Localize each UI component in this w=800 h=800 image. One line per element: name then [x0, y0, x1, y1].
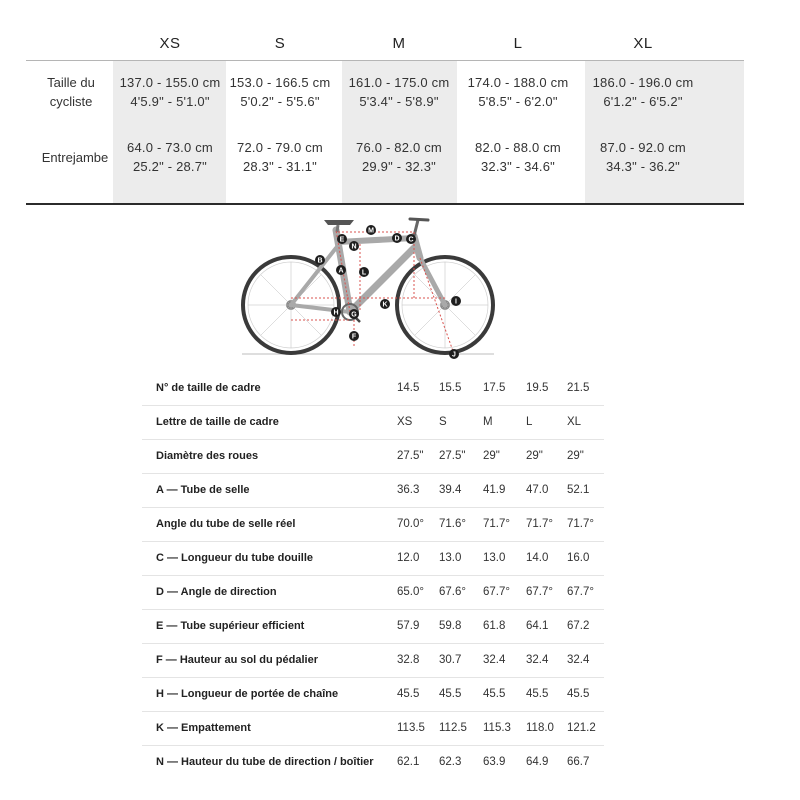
geometry-value-xs: 27.5" [397, 450, 424, 462]
geometry-row-label: Lettre de taille de cadre [156, 416, 279, 428]
geometry-value-xs: 14.5 [397, 382, 420, 394]
badge-k [380, 299, 390, 309]
geometry-row [142, 746, 604, 779]
badge-d [392, 233, 402, 243]
svg-text:E: E [339, 236, 345, 244]
geometry-row [142, 712, 604, 746]
badge-m [366, 225, 376, 235]
geometry-row [142, 508, 604, 542]
badge-h [331, 307, 341, 317]
inseam-l: 82.0 - 88.0 cm 32.3" - 34.6" [475, 140, 561, 174]
geometry-value-m: 32.4 [483, 654, 506, 666]
geometry-value-xl: 52.1 [567, 484, 590, 496]
geometry-value-m: 45.5 [483, 688, 506, 700]
geometry-row [142, 678, 604, 712]
geometry-value-xl: XL [567, 416, 582, 428]
geometry-value-l: 14.0 [526, 552, 549, 564]
bike-geometry-diagram [238, 208, 500, 364]
inseam-xs: 64.0 - 73.0 cm 25.2" - 28.7" [127, 140, 213, 174]
badge-n [349, 241, 359, 251]
geometry-value-l: 32.4 [526, 654, 549, 666]
svg-text:M: M [368, 227, 374, 235]
geometry-row-label: Diamètre des roues [156, 450, 259, 462]
svg-text:J: J [452, 351, 456, 359]
size-header-m: M [392, 35, 406, 52]
rider-height-m: 161.0 - 175.0 cm 5'3.4" - 5'8.9" [348, 75, 450, 109]
geometry-row [142, 542, 604, 576]
geometry-value-s: 59.8 [439, 620, 462, 632]
geometry-value-s: 13.0 [439, 552, 462, 564]
geometry-value-xl: 32.4 [567, 654, 590, 666]
geometry-row [142, 644, 604, 678]
svg-text:D: D [394, 235, 400, 243]
geometry-value-xs: 62.1 [397, 756, 420, 768]
geometry-row-label: N — Hauteur du tube de direction / boîtier [156, 756, 374, 768]
geometry-value-s: 71.6° [439, 518, 466, 530]
geometry-value-m: M [483, 416, 493, 428]
badge-g [349, 309, 359, 319]
geometry-value-xs: 70.0° [397, 518, 424, 530]
svg-text:N: N [351, 243, 357, 251]
size-header-s: S [274, 35, 286, 52]
table-bottom-rule [26, 203, 744, 205]
geometry-value-s: 15.5 [439, 382, 462, 394]
inseam-m: 76.0 - 82.0 cm 29.9" - 32.3" [356, 140, 442, 174]
rider-height-xs: 137.0 - 155.0 cm 4'5.9" - 5'1.0" [119, 75, 221, 109]
badge-e [337, 234, 347, 244]
geometry-value-m: 13.0 [483, 552, 506, 564]
geometry-row-label: Angle du tube de selle réel [156, 518, 296, 530]
geometry-value-l: 29" [526, 450, 543, 462]
geometry-table [142, 372, 604, 779]
geometry-row [142, 576, 604, 610]
geometry-value-xs: 32.8 [397, 654, 420, 666]
handlebar [410, 219, 428, 220]
geometry-value-m: 63.9 [483, 756, 506, 768]
geometry-value-s: 30.7 [439, 654, 462, 666]
svg-text:G: G [351, 311, 357, 319]
geometry-value-xl: 66.7 [567, 756, 590, 768]
svg-text:K: K [382, 301, 388, 309]
geometry-row [142, 440, 604, 474]
badge-c [406, 234, 416, 244]
geometry-value-l: L [526, 416, 533, 428]
geometry-value-xl: 71.7° [567, 518, 594, 530]
size-header-row [0, 0, 800, 60]
badge-b [315, 255, 325, 265]
svg-text:B: B [317, 257, 323, 265]
saddle [324, 220, 354, 225]
geometry-row-label: C — Longueur du tube douille [156, 552, 314, 564]
geometry-value-xl: 21.5 [567, 382, 590, 394]
size-header-l: L [513, 35, 523, 52]
row-label-rider-height: Taille du cycliste [47, 75, 95, 109]
geometry-value-xs: 65.0° [397, 586, 424, 598]
geometry-value-m: 41.9 [483, 484, 506, 496]
geometry-value-xs: 12.0 [397, 552, 420, 564]
svg-text:I: I [455, 298, 457, 306]
geometry-row [142, 610, 604, 644]
rider-height-s: 153.0 - 166.5 cm 5'0.2" - 5'5.6" [229, 75, 331, 109]
geometry-value-l: 67.7° [526, 586, 553, 598]
svg-text:L: L [361, 269, 367, 277]
geometry-row-label: E — Tube supérieur efficient [156, 620, 305, 632]
geometry-value-l: 45.5 [526, 688, 549, 700]
geometry-value-xs: 57.9 [397, 620, 420, 632]
geometry-value-m: 29" [483, 450, 500, 462]
geometry-value-m: 115.3 [483, 722, 511, 734]
geometry-value-xl: 29" [567, 450, 584, 462]
geometry-value-m: 71.7° [483, 518, 510, 530]
svg-text:F: F [351, 333, 357, 341]
badge-j [449, 349, 459, 359]
geometry-value-m: 61.8 [483, 620, 506, 632]
geometry-value-xl: 67.2 [567, 620, 590, 632]
header-divider [26, 60, 744, 61]
size-header-xs: XS [159, 35, 181, 52]
inseam-xl: 87.0 - 92.0 cm 34.3" - 36.2" [600, 140, 686, 174]
geometry-value-s: 45.5 [439, 688, 462, 700]
geometry-value-s: 39.4 [439, 484, 462, 496]
rider-height-l: 174.0 - 188.0 cm 5'8.5" - 6'2.0" [467, 75, 569, 109]
bike-diagram-svg [238, 208, 500, 364]
rider-height-xl: 186.0 - 196.0 cm 6'1.2" - 6'5.2" [592, 75, 694, 109]
geometry-value-s: 62.3 [439, 756, 462, 768]
geometry-value-xl: 121.2 [567, 722, 596, 734]
geometry-value-l: 71.7° [526, 518, 553, 530]
size-header-xl: XL [633, 35, 653, 52]
geometry-value-s: 67.6° [439, 586, 466, 598]
geometry-value-s: 112.5 [439, 722, 467, 734]
badge-a [336, 265, 346, 275]
geometry-value-l: 64.1 [526, 620, 549, 632]
badge-f [349, 331, 359, 341]
geometry-row-label: N° de taille de cadre [156, 382, 261, 394]
geometry-value-l: 64.9 [526, 756, 549, 768]
geometry-row [142, 372, 604, 406]
geometry-value-l: 118.0 [526, 722, 554, 734]
geometry-row-label: D — Angle de direction [156, 586, 277, 598]
geometry-value-s: 27.5" [439, 450, 466, 462]
inseam-s: 72.0 - 79.0 cm 28.3" - 31.1" [237, 140, 323, 174]
geometry-row [142, 406, 604, 440]
rider-size-table [0, 0, 800, 206]
geometry-value-xl: 67.7° [567, 586, 594, 598]
row-label-inseam: Entrejambe [41, 150, 109, 165]
badge-l [359, 267, 369, 277]
geometry-row [142, 474, 604, 508]
geometry-row-label: H — Longueur de portée de chaîne [156, 688, 339, 700]
geometry-value-xs: 45.5 [397, 688, 420, 700]
geometry-row-label: F — Hauteur au sol du pédalier [156, 654, 318, 666]
geometry-value-xl: 45.5 [567, 688, 590, 700]
badge-i [451, 296, 461, 306]
geometry-value-l: 19.5 [526, 382, 549, 394]
geometry-value-xs: 113.5 [397, 722, 425, 734]
geometry-value-xs: XS [397, 416, 413, 428]
geometry-value-xs: 36.3 [397, 484, 420, 496]
geometry-row-label: K — Empattement [156, 722, 251, 734]
geometry-value-m: 67.7° [483, 586, 510, 598]
svg-text:H: H [333, 309, 339, 317]
svg-text:C: C [408, 236, 414, 244]
geometry-value-m: 17.5 [483, 382, 506, 394]
geometry-value-xl: 16.0 [567, 552, 590, 564]
svg-text:A: A [338, 267, 344, 275]
geometry-value-s: S [439, 416, 447, 428]
geometry-value-l: 47.0 [526, 484, 549, 496]
geometry-row-label: A — Tube de selle [156, 484, 250, 496]
